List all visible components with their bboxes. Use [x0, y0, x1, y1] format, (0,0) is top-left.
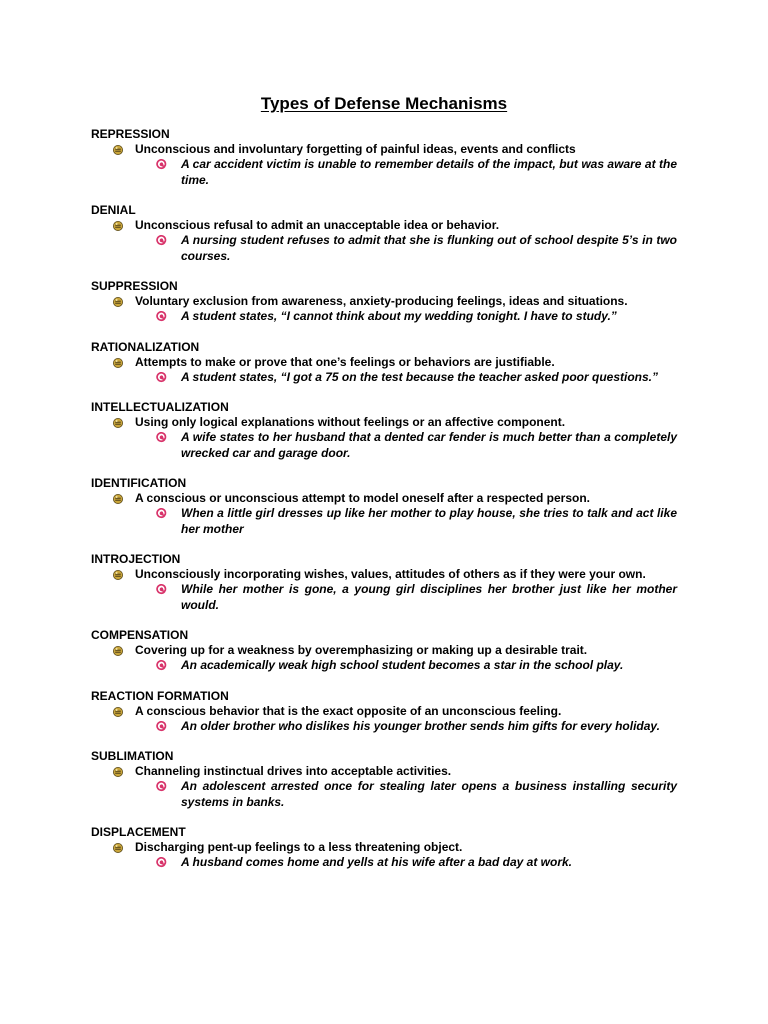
pink-swirl-bullet-icon: [156, 857, 167, 868]
defense-mechanism-section: [91, 203, 691, 264]
example-row: [181, 582, 677, 613]
example-row: [181, 233, 677, 264]
mechanism-example: A student states, “I got a 75 on the test because the teacher asked poor questions.”: [181, 369, 659, 384]
defense-mechanism-list: [91, 127, 691, 871]
mechanism-heading: INTROJECTION: [91, 552, 181, 566]
definition-row: [91, 704, 691, 719]
pink-swirl-bullet-icon: [156, 584, 167, 595]
gold-disc-bullet-icon: [113, 418, 123, 428]
mechanism-definition: Attempts to make or prove that one’s feelings or behaviors are justifiable.: [135, 354, 555, 369]
mechanism-example: When a little girl dresses up like her mother to play house, she tries to talk and act like her mother: [181, 506, 677, 536]
gold-disc-bullet-icon: [113, 221, 123, 231]
gold-disc-bullet-icon: [113, 297, 123, 307]
pink-swirl-bullet-icon: [156, 508, 167, 519]
example-row: [181, 370, 677, 386]
mechanism-heading: COMPENSATION: [91, 628, 189, 642]
pink-swirl-bullet-icon: [156, 311, 167, 322]
definition-row: [91, 643, 691, 658]
mechanism-heading: REACTION FORMATION: [91, 688, 229, 703]
gold-disc-bullet-icon: [113, 570, 123, 580]
mechanism-definition: Discharging pent-up feelings to a less threatening object.: [135, 840, 463, 854]
mechanism-definition: Unconscious and involuntary forgetting of painful ideas, events and conflicts: [135, 142, 576, 156]
defense-mechanism-section: [91, 400, 691, 461]
gold-disc-bullet-icon: [113, 358, 123, 368]
pink-swirl-bullet-icon: [156, 660, 167, 671]
pink-swirl-bullet-icon: [156, 721, 167, 732]
defense-mechanism-section: [91, 689, 691, 735]
defense-mechanism-section: [91, 825, 691, 871]
mechanism-definition: Unconscious refusal to admit an unacceptable idea or behavior.: [135, 218, 500, 232]
pink-swirl-bullet-icon: [156, 159, 167, 170]
mechanism-heading: INTELLECTUALIZATION: [91, 400, 229, 414]
pink-swirl-bullet-icon: [156, 372, 167, 383]
defense-mechanism-section: [91, 476, 691, 537]
mechanism-heading: DENIAL: [91, 203, 136, 217]
example-row: [181, 719, 677, 735]
defense-mechanism-section: [91, 628, 691, 674]
example-row: [181, 779, 677, 810]
example-row: [181, 506, 677, 537]
mechanism-definition: Unconsciously incorporating wishes, values, attitudes of others as if they were your own.: [135, 567, 646, 581]
mechanism-definition: A conscious behavior that is the exact opposite of an unconscious feeling.: [135, 703, 562, 718]
example-row: [181, 855, 677, 871]
mechanism-example: A nursing student refuses to admit that she is flunking out of school despite 5’s in two courses.: [181, 233, 677, 263]
mechanism-definition: Covering up for a weakness by overemphasizing or making up a desirable trait.: [135, 643, 588, 657]
mechanism-example: While her mother is gone, a young girl disciplines her brother just like her mother would.: [181, 582, 677, 612]
mechanism-example: A car accident victim is unable to remember details of the impact, but was aware at the time.: [181, 157, 677, 187]
defense-mechanism-section: [91, 749, 691, 810]
example-row: [181, 157, 677, 188]
definition-row: [91, 491, 691, 506]
example-row: [181, 658, 677, 674]
mechanism-definition: Channeling instinctual drives into acceptable activities.: [135, 764, 452, 778]
definition-row: [91, 142, 691, 157]
mechanism-example: An academically weak high school student becomes a star in the school play.: [181, 658, 624, 672]
definition-row: [91, 294, 691, 309]
mechanism-example: A husband comes home and yells at his wife after a bad day at work.: [181, 855, 572, 869]
pink-swirl-bullet-icon: [156, 432, 167, 443]
mechanism-heading: DISPLACEMENT: [91, 825, 186, 839]
definition-row: [91, 567, 691, 582]
example-row: [181, 309, 677, 325]
mechanism-heading: SUBLIMATION: [91, 749, 174, 763]
pink-swirl-bullet-icon: [156, 235, 167, 246]
gold-disc-bullet-icon: [113, 767, 123, 777]
gold-disc-bullet-icon: [113, 843, 123, 853]
definition-row: [91, 415, 691, 430]
gold-disc-bullet-icon: [113, 707, 123, 717]
defense-mechanism-section: [91, 340, 691, 386]
mechanism-definition: Using only logical explanations without feelings or an affective component.: [135, 415, 566, 429]
gold-disc-bullet-icon: [113, 494, 123, 504]
pink-swirl-bullet-icon: [156, 781, 167, 792]
mechanism-example: A student states, “I cannot think about my wedding tonight. I have to study.”: [181, 309, 617, 323]
defense-mechanism-section: [91, 279, 691, 325]
definition-row: [91, 355, 691, 370]
defense-mechanism-section: [91, 552, 691, 613]
gold-disc-bullet-icon: [113, 646, 123, 656]
definition-row: [91, 840, 691, 855]
mechanism-heading: IDENTIFICATION: [91, 476, 187, 490]
mechanism-heading: SUPPRESSION: [91, 279, 178, 293]
mechanism-heading: RATIONALIZATION: [91, 339, 200, 354]
mechanism-heading: REPRESSION: [91, 127, 170, 141]
defense-mechanism-section: [91, 127, 691, 188]
mechanism-example: A wife states to her husband that a dented car fender is much better than a completely wrecked car and garage door.: [181, 430, 677, 460]
mechanism-definition: A conscious or unconscious attempt to model oneself after a respected person.: [135, 491, 590, 505]
mechanism-definition: Voluntary exclusion from awareness, anxiety-producing feelings, ideas and situations.: [135, 294, 628, 308]
document-title: Types of Defense Mechanisms: [260, 94, 508, 113]
example-row: [181, 430, 677, 461]
mechanism-example: An older brother who dislikes his younger brother sends him gifts for every holiday.: [181, 718, 660, 733]
gold-disc-bullet-icon: [113, 145, 123, 155]
definition-row: [91, 764, 691, 779]
mechanism-example: An adolescent arrested once for stealing later opens a business installing security systems in banks.: [181, 779, 677, 809]
definition-row: [91, 218, 691, 233]
